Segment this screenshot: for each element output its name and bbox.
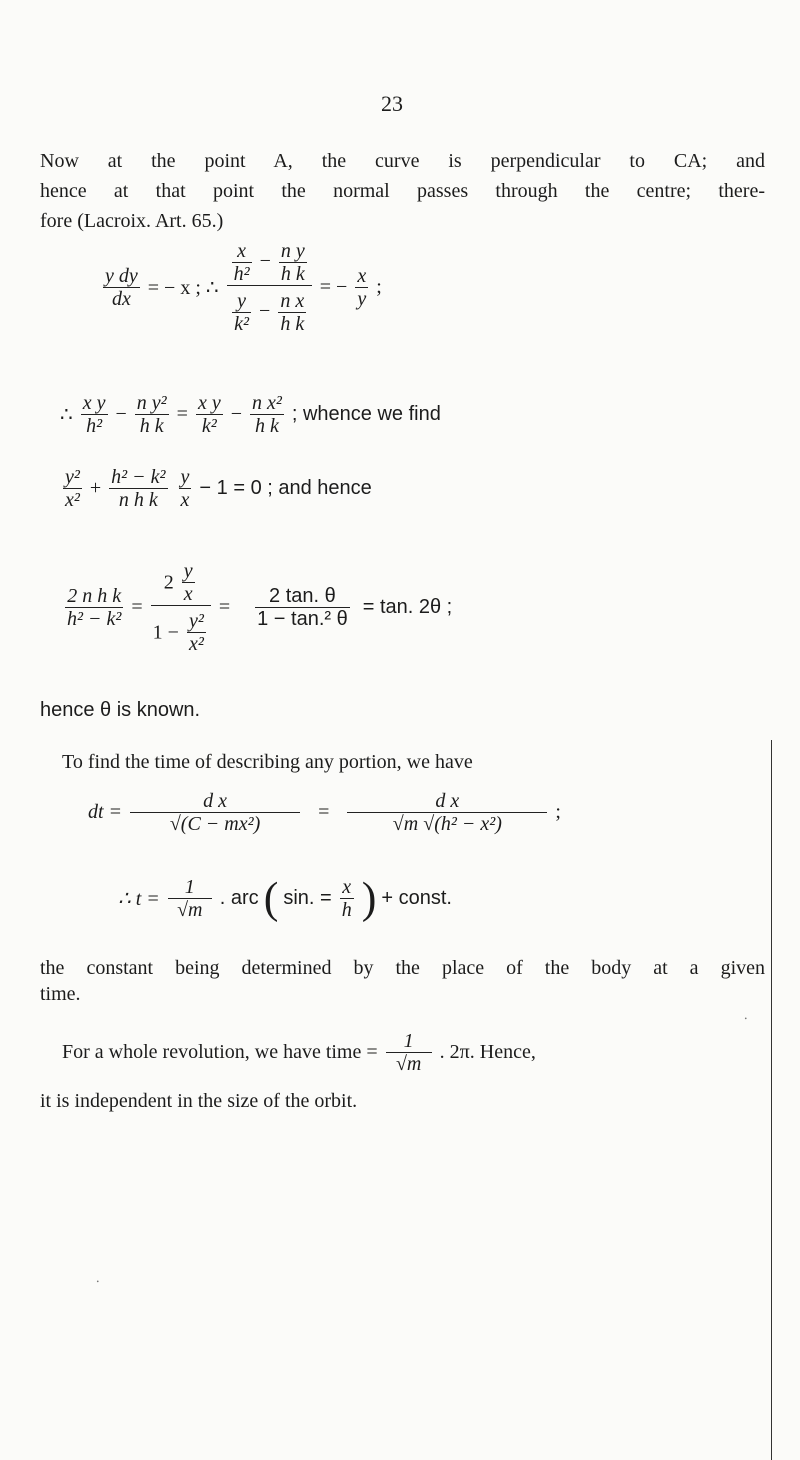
equation-tan-2theta [62,560,452,655]
page-edge-line [771,740,772,1460]
equation-text: ; whence we find [291,403,441,425]
paragraph-constant [40,953,765,983]
paragraph-line: time. [40,983,81,1005]
denominator: x [183,583,193,605]
numerator: n x² [251,392,282,414]
denominator: h [341,899,352,921]
fraction [196,392,223,437]
text: . 2π. Hence, [439,1041,536,1063]
equation-cross-multiplied [60,392,441,437]
denominator: x² [65,489,80,511]
operator: + [89,477,102,499]
paragraph-normal-through-centre [40,146,765,236]
equation-slope [100,240,382,335]
denominator: dx [111,288,131,310]
denominator: x [180,489,190,511]
numerator: n y [280,240,305,262]
denominator: y [357,288,367,310]
fraction [168,876,212,921]
equation-operator: = − [319,276,348,298]
compound-denominator [151,606,211,655]
text: For a whole revolution, we have time = [62,1041,378,1063]
equation-text: − 1 = 0 ; and hence [199,477,372,499]
paragraph-line: fore (Lacroix. Art. 65.) [40,210,224,232]
numerator: y [183,560,193,582]
fraction [255,585,350,630]
numerator: d x [347,790,547,813]
punctuation: ; [376,276,382,298]
lhs: ∴ t = [118,888,160,910]
paragraph-line: the constant being determined by the place of the body at a given [40,957,765,979]
fraction [279,240,307,285]
numerator: 1 [168,876,212,899]
denominator: x² [188,633,204,655]
numerator: x [232,240,252,263]
denominator: h² [86,415,103,437]
numerator: d x [130,790,300,813]
fraction [179,466,192,511]
numerator: x y [82,392,106,414]
paren-close: ) [361,873,377,923]
operator: = [131,596,143,618]
scan-speck: ∙ [96,1275,100,1290]
denominator: √m √(h² − x²) [392,813,502,835]
fraction [278,290,306,335]
numerator: y dy [105,265,138,287]
fraction [182,560,195,605]
sin-label: sin. = [283,887,332,909]
numerator: x [340,876,354,899]
page-number: 23 [381,91,403,116]
numerator: 2 n h k [65,585,123,608]
fraction [250,392,284,437]
numerator: x y [197,392,221,414]
fraction [130,790,300,835]
compound-numerator [151,560,211,606]
arc-label: . arc [219,887,259,909]
line-theta-known: hence θ is known. [40,699,201,721]
numerator: x [357,265,367,287]
fraction [232,290,251,335]
paragraph-time: To find the time of describing any portion, we have [62,751,473,773]
operator: = [218,596,231,618]
numerator: 2 tan. θ [255,585,350,608]
compound-numerator [227,240,312,286]
paragraph-revolution [62,1030,536,1075]
equation-operator: = − x ; ∴ [147,277,219,299]
denominator: h k [254,415,279,437]
operator: = [176,403,188,425]
fraction [65,585,123,630]
denominator: k² [201,415,217,437]
numerator: y [180,466,190,488]
fraction [187,610,206,655]
numerator: y [232,290,251,313]
numerator: 1 [386,1030,432,1053]
operator: = [318,801,330,823]
scan-speck: ∙ [744,1012,748,1027]
operator: − [259,250,271,273]
fraction-x-y [355,265,368,310]
lhs: dt = [88,801,123,823]
paragraph-independent: it is independent in the size of the orbit. [40,1090,358,1112]
fraction [386,1030,432,1075]
compound-denominator [227,286,312,335]
equation-quadratic [60,466,372,511]
fraction [135,392,169,437]
equation-t-arcsin [118,873,452,923]
punctuation: ; [555,801,561,823]
numerator: h² − k² [111,466,166,488]
denominator: √m [395,1053,422,1075]
fraction-compound [227,240,312,335]
numerator: y² [65,466,80,488]
therefore-symbol: ∴ [60,404,73,426]
denominator: √(C − mx²) [169,813,261,835]
equation-text: + const. [381,887,452,909]
denominator: k² [234,313,250,335]
numerator: n x [280,290,305,312]
denominator: √m [177,899,203,921]
fraction [340,876,354,921]
operator: − [230,403,242,425]
denominator: h k [280,313,305,335]
operator: − [259,300,271,323]
equation-text: = tan. 2θ ; [362,596,453,618]
term: 1 − [152,621,179,644]
paragraph-line: hence at that point the normal passes through the centre; there- [40,180,765,202]
numerator: y² [188,610,204,632]
fraction [63,466,82,511]
paren-open: ( [263,873,279,923]
fraction [232,240,252,285]
paragraph-line: Now at the point A, the curve is perpendicular to CA; and [40,150,765,172]
numerator: n y² [136,392,167,414]
fraction [109,466,167,511]
fraction-ydy-dx [103,265,140,310]
denominator: 1 − tan.² θ [257,608,348,630]
denominator: h k [139,415,164,437]
denominator: h² − k² [67,608,122,630]
coefficient: 2 [163,571,174,594]
operator: − [115,403,127,425]
denominator: h k [280,263,305,285]
fraction-compound [151,560,211,655]
equation-dt [88,790,561,835]
fraction [347,790,547,835]
fraction [81,392,108,437]
denominator: n h k [118,489,158,511]
denominator: h² [233,263,250,285]
